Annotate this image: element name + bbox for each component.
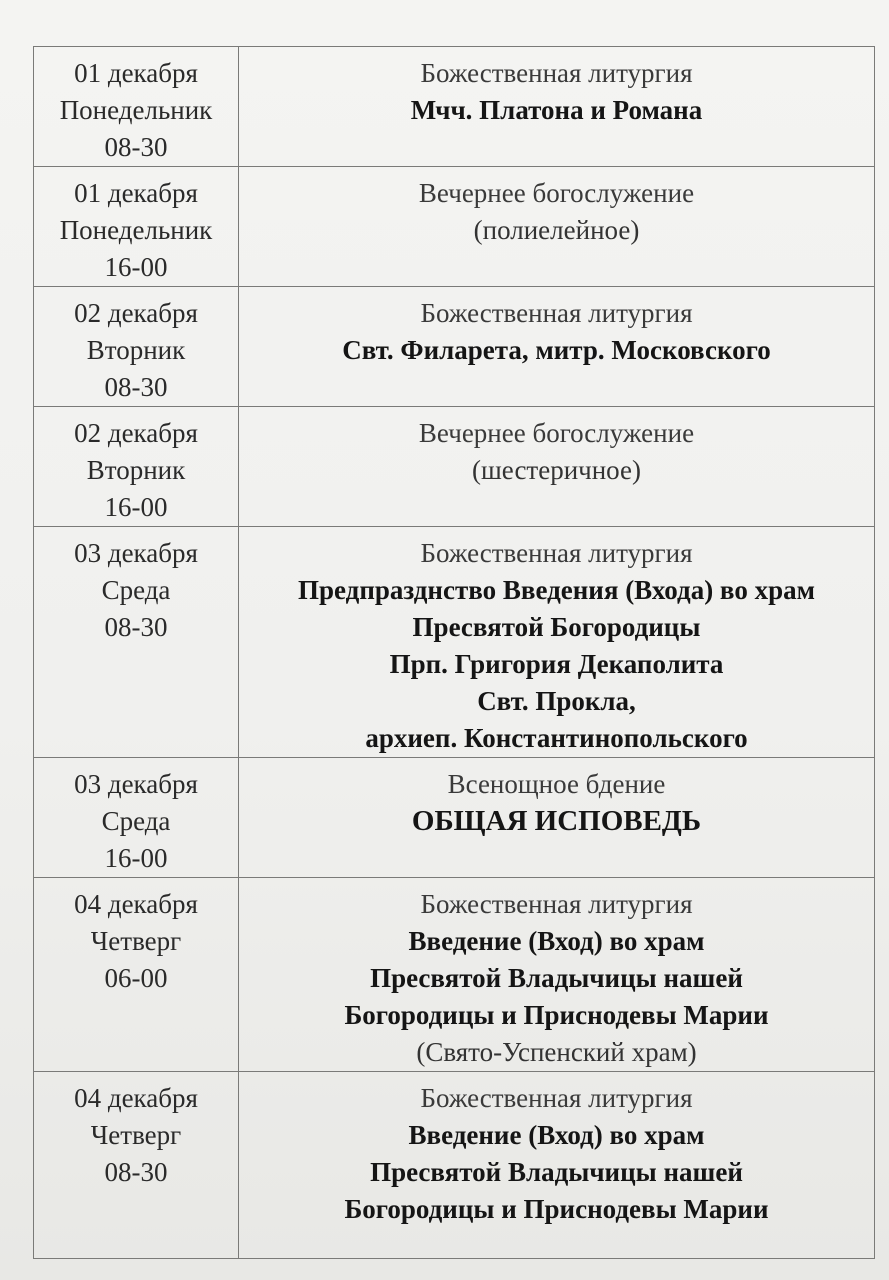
weekday-text: Среда [101, 575, 171, 605]
service-cell [239, 1072, 875, 1259]
date-cell [34, 407, 239, 527]
service-name: Божественная литургия [420, 298, 693, 328]
service-name: Божественная литургия [420, 58, 693, 88]
date-cell [34, 878, 239, 1072]
service-name: Божественная литургия [420, 889, 693, 919]
time-text: 16-00 [104, 252, 168, 282]
service-name: Вечернее богослужение [418, 418, 695, 448]
service-cell [239, 527, 875, 758]
feast-line: Свт. Прокла, [477, 686, 636, 716]
date-cell [34, 287, 239, 407]
table-row [34, 407, 875, 527]
date-text: 04 декабря [74, 1083, 198, 1113]
service-name: Божественная литургия [420, 1083, 693, 1113]
feast-line: Введение (Вход) во храм [408, 1120, 705, 1150]
table-row [34, 758, 875, 878]
date-text: 03 декабря [74, 538, 198, 568]
table-row [34, 527, 875, 758]
date-cell [34, 167, 239, 287]
weekday-text: Четверг [90, 1120, 182, 1150]
feast-line: Прп. Григория Декаполита [389, 649, 724, 679]
table-row [34, 287, 875, 407]
service-name: Всенощное бдение [447, 769, 666, 799]
date-text: 02 декабря [74, 298, 198, 328]
table-row [34, 167, 875, 287]
feast-line: архиеп. Константинопольского [365, 723, 748, 753]
time-text: 08-30 [104, 612, 168, 642]
weekday-text: Среда [101, 806, 171, 836]
time-text: 06-00 [104, 963, 168, 993]
feast-line: ОБЩАЯ ИСПОВЕДЬ [411, 805, 702, 837]
weekday-text: Понедельник [59, 215, 213, 245]
feast-line: Пресвятой Богородицы [412, 612, 701, 642]
date-cell [34, 47, 239, 167]
feast-line: Пресвятой Владычицы нашей [370, 963, 743, 993]
feast-line: Предпразднство Введения (Входа) во храм [298, 575, 815, 605]
service-cell [239, 407, 875, 527]
service-cell [239, 878, 875, 1072]
time-text: 08-30 [104, 132, 168, 162]
service-schedule-table [33, 46, 875, 1259]
date-cell [34, 1072, 239, 1259]
service-name: Божественная литургия [420, 538, 693, 568]
feast-line: Богородицы и Приснодевы Марии [344, 1194, 769, 1224]
weekday-text: Четверг [90, 926, 182, 956]
feast-line: Богородицы и Приснодевы Марии [344, 1000, 769, 1030]
date-text: 01 декабря [74, 178, 198, 208]
service-name: Вечернее богослужение [418, 178, 695, 208]
weekday-text: Вторник [86, 455, 186, 485]
table-row [34, 878, 875, 1072]
date-cell [34, 758, 239, 878]
service-note: (шестеричное) [472, 455, 641, 485]
date-text: 03 декабря [74, 769, 198, 799]
weekday-text: Понедельник [59, 95, 213, 125]
service-cell [239, 287, 875, 407]
date-cell [34, 527, 239, 758]
weekday-text: Вторник [86, 335, 186, 365]
feast-line: Введение (Вход) во храм [408, 926, 705, 956]
service-note: (Свято-Успенский храм) [416, 1037, 697, 1067]
date-text: 04 декабря [74, 889, 198, 919]
date-text: 02 декабря [74, 418, 198, 448]
time-text: 16-00 [104, 843, 168, 873]
time-text: 08-30 [104, 1157, 168, 1187]
service-cell [239, 758, 875, 878]
time-text: 08-30 [104, 372, 168, 402]
feast-line: Мчч. Платона и Романа [410, 95, 703, 125]
service-cell [239, 47, 875, 167]
feast-line: Пресвятой Владычицы нашей [370, 1157, 743, 1187]
date-text: 01 декабря [74, 58, 198, 88]
table-row [34, 1072, 875, 1259]
table-row [34, 47, 875, 167]
service-cell [239, 167, 875, 287]
time-text: 16-00 [104, 492, 168, 522]
service-note: (полиелейное) [473, 215, 640, 245]
feast-line: Свт. Филарета, митр. Московского [342, 335, 771, 365]
